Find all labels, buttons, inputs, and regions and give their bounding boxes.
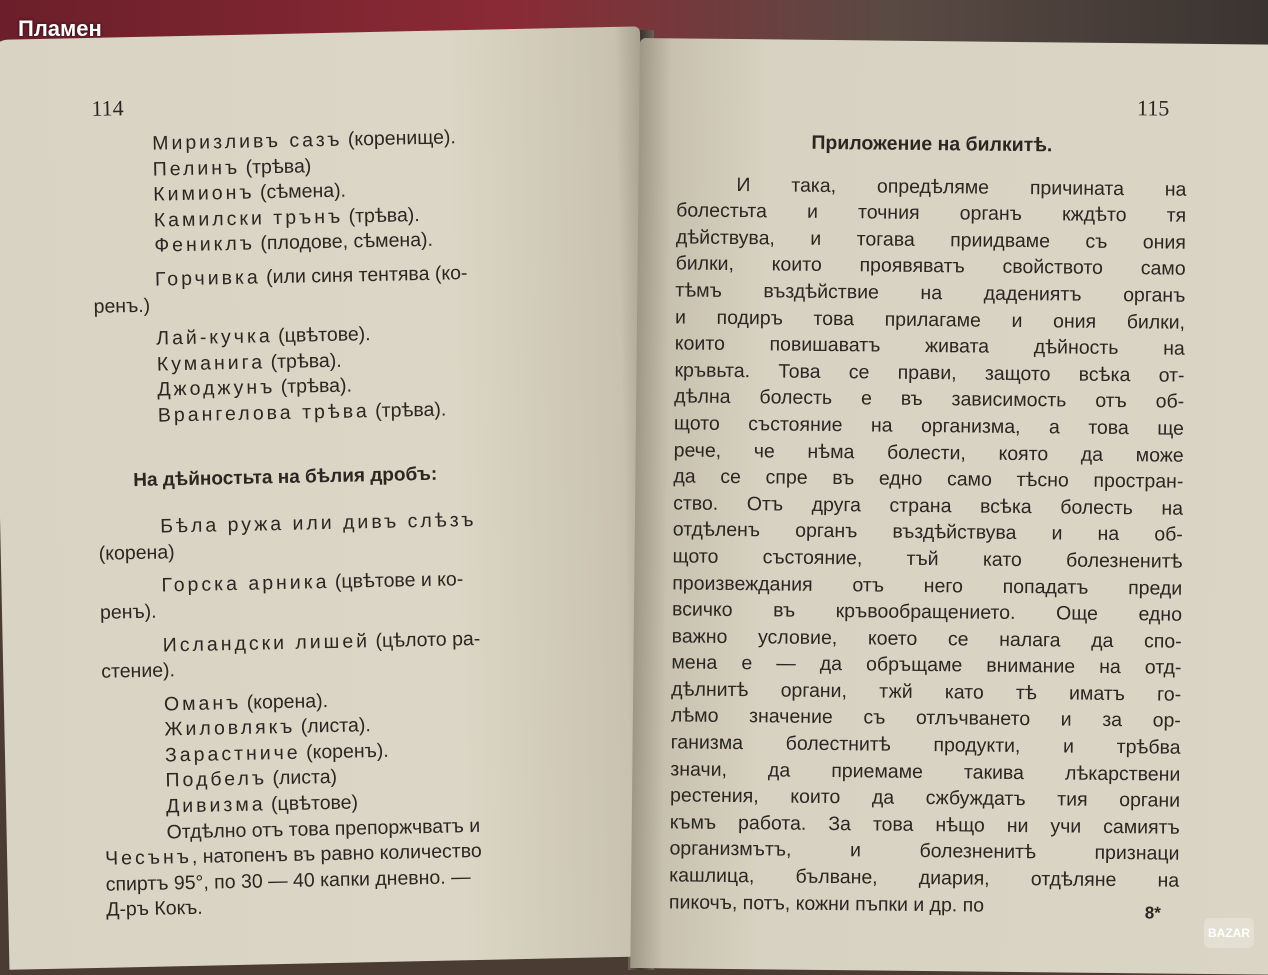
text-line: пикочъ, потъ, кожни пъпки и др. по	[668, 890, 985, 917]
text-line: тѣмъ въздѣйствие на дадениятъ органъ	[675, 279, 1186, 307]
text-line: и подиръ това прилагаме и ония билки,	[674, 305, 1186, 334]
list-item-continuation: ренъ).	[99, 600, 157, 624]
list-item: Куманига (трѣва).	[156, 349, 342, 376]
text-line: дѣйствува, и тогава приидваме съ ония	[675, 226, 1187, 254]
text-line: произвеждания отъ него попадатъ преди	[672, 571, 1183, 600]
text-line: важно условие, което се налага да спо-	[671, 625, 1182, 653]
list-item: Подбелъ (листа)	[165, 766, 338, 792]
list-item: Врангелова трѣва (трѣва).	[157, 398, 447, 427]
right-page	[630, 38, 1268, 975]
list-item: Фениклъ (плодове, сѣмена).	[154, 229, 434, 257]
list-item-continuation: стение).	[101, 659, 176, 683]
text-line: ство. Отъ друга страна всѣка болесть на	[673, 492, 1184, 520]
list-item: Дивизма (цвѣтове)	[165, 791, 359, 818]
list-item: Горска арника (цвѣтове и ко-	[161, 568, 464, 597]
left-page-number: 114	[91, 95, 124, 121]
paragraph-line: Отдѣлно отъ това препоржчватъ и	[166, 814, 481, 844]
list-item: Исландски лишей (цѣлото ра-	[162, 627, 481, 657]
section-heading: Приложение на билкитѣ.	[811, 131, 1053, 157]
text-line: всичко въ кръвообращението. Още едно	[671, 598, 1183, 626]
text-line: организмътъ, и болезненитѣ признаци	[669, 837, 1180, 866]
text-line: да се спре въ едно само тѣсно простран-	[673, 465, 1184, 493]
list-item: Жиловлякъ (листа).	[164, 714, 371, 741]
text-line: отдѣленъ органъ въздѣйствува и на об-	[672, 518, 1183, 547]
text-line: дѣлнитѣ органи, тжй като тѣ иматъ го-	[671, 678, 1182, 706]
text-line: рече, че нѣма болести, която да може	[673, 438, 1184, 467]
text-line: значи, да приемаме такива лѣкарствени	[670, 758, 1181, 786]
section-heading: На дѣйностьта на бѣлия дробъ:	[133, 463, 438, 491]
text-line: И така, опредѣляме причината на	[736, 173, 1187, 201]
text-line: дѣлна болесть е въ зависимость отъ об-	[674, 385, 1185, 414]
text-line: ганизма болестнитѣ продукти, и трѣбва	[670, 731, 1181, 759]
paragraph-line: спиртъ 95°, по 30 — 40 капки дневно. —	[105, 865, 471, 896]
list-item: Лай-кучка (цвѣтове).	[156, 323, 371, 350]
text-line: лѣмо значение съ отлъчването и за ор-	[670, 704, 1181, 733]
right-page-body	[669, 128, 1187, 921]
list-item: Бѣла ружа или дивъ слѣзъ	[159, 509, 477, 538]
text-line: щото състояние на организма, а това ще	[673, 412, 1185, 440]
site-logo: BAZAR	[1204, 918, 1254, 948]
text-line: болестьта и точния органъ кждѣто тя	[676, 199, 1187, 227]
list-item: Камилски трънъ (трѣва).	[153, 203, 420, 232]
list-item: Горчивка (или синя тентява (ко-	[154, 262, 468, 291]
text-line: кашлица, бълване, диария, отдѣляне на	[669, 864, 1180, 892]
text-line: щото състояние, тъй като болезненитѣ	[672, 545, 1183, 573]
list-item: Миризливъ сазъ (коренище).	[151, 126, 457, 155]
list-item: Оманъ (корена).	[163, 689, 329, 716]
text-line: мена е — да обръщаме внимание на отд-	[671, 651, 1182, 679]
list-item: Джоджунъ (трѣва).	[157, 374, 353, 401]
signature-mark: 8*	[1144, 903, 1161, 923]
list-item: Кимионъ (сѣмена).	[153, 179, 347, 206]
left-page	[0, 26, 659, 969]
text-line: кръвьта. Това се прави, защото всѣка от-	[674, 359, 1185, 387]
list-item-continuation: ренъ.)	[93, 294, 151, 318]
text-line: рестения, които да сжбуждатъ тия органи	[669, 784, 1181, 812]
text-line: къмъ работа. За това нѣщо ни учи самиятъ	[669, 811, 1180, 839]
list-item: Пелинъ (трѣва)	[152, 154, 312, 181]
right-page-number: 115	[1136, 95, 1170, 121]
paragraph-line: Чесънъ, натопенъ въ равно количество	[104, 840, 482, 871]
list-item: Зарастниче (коренъ).	[164, 739, 389, 767]
text-line: билки, които проявяватъ свойството само	[675, 252, 1186, 281]
paragraph	[669, 171, 1187, 921]
seller-watermark: Пламен	[18, 16, 102, 41]
left-page-body	[90, 122, 606, 923]
list-item-continuation: (корена)	[98, 540, 175, 565]
paragraph-line: Д-ръ Кокъ.	[106, 897, 203, 922]
text-line: които повишаватъ живата дѣйность на	[674, 332, 1185, 360]
